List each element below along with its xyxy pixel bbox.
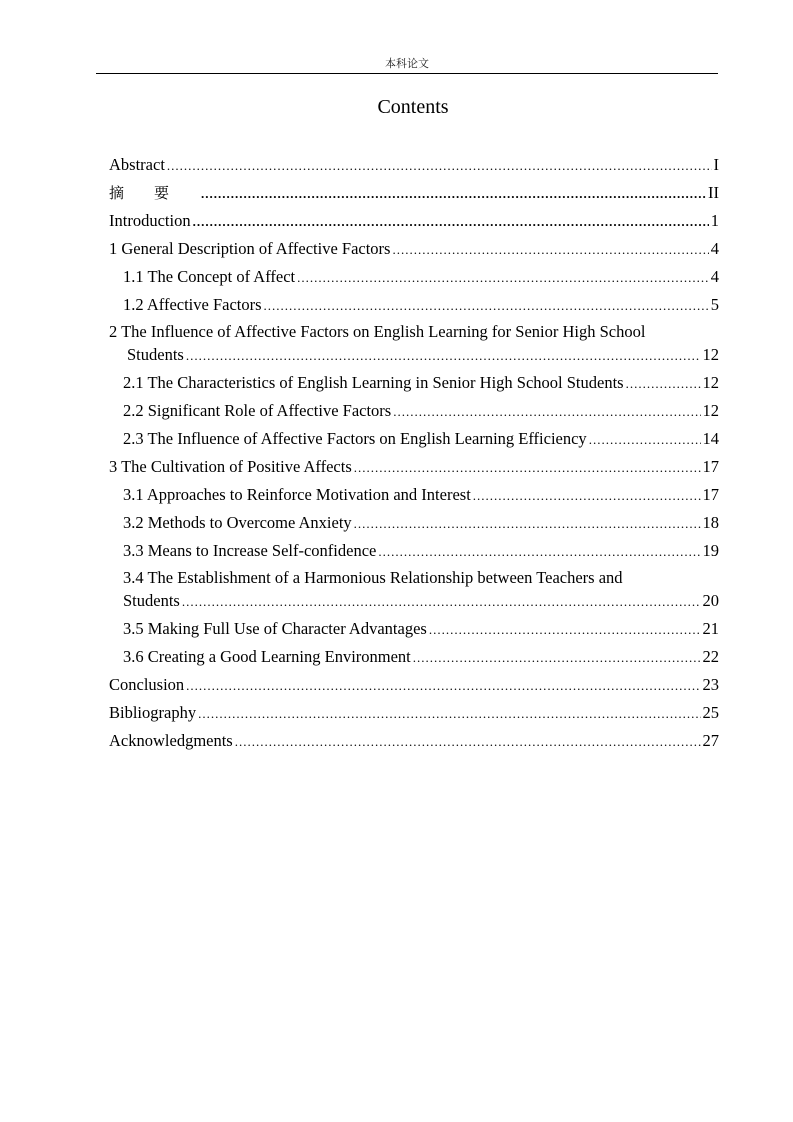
toc-page-number: 5	[710, 295, 719, 314]
toc-page-number: 18	[702, 513, 719, 532]
toc-entry-continuation	[109, 343, 719, 368]
header-divider	[96, 73, 718, 74]
toc-page-number: I	[713, 155, 719, 174]
toc-entry-label: 2.1 The Characteristics of English Learning in Senior High School Students	[123, 373, 624, 392]
toc-page-number: 23	[702, 675, 719, 694]
dot-leader	[201, 182, 706, 206]
toc-entry-label: 1.1 The Concept of Affect	[123, 267, 296, 286]
toc-entry-label: 3.6 Creating a Good Learning Environment	[123, 647, 411, 666]
toc-entry-label-continued: Students	[123, 591, 180, 610]
toc-entry-chapter-1[interactable]	[109, 237, 719, 265]
toc-entry-section-3-3[interactable]	[109, 539, 719, 567]
dot-leader	[413, 646, 701, 670]
toc-page-number: 27	[702, 731, 719, 750]
toc-page-number: 20	[702, 591, 719, 610]
toc-entry-section-2-1[interactable]	[109, 371, 719, 399]
toc-page-number: 14	[702, 429, 719, 448]
toc-entry-label-continued: Students	[127, 345, 184, 364]
dot-leader	[589, 428, 701, 452]
dot-leader	[393, 400, 700, 424]
dot-leader	[473, 484, 701, 508]
dot-leader	[378, 540, 700, 564]
toc-entry-label: 3.5 Making Full Use of Character Advantages	[123, 619, 427, 638]
toc-entry-label: Acknowledgments	[109, 731, 233, 750]
dot-leader	[297, 266, 709, 290]
toc-entry-label: 3.2 Methods to Overcome Anxiety	[123, 513, 352, 532]
toc-entry-section-3-6[interactable]	[109, 645, 719, 673]
toc-page-number: 21	[702, 619, 719, 638]
dot-leader	[193, 210, 709, 234]
toc-entry-section-1-2[interactable]	[109, 293, 719, 321]
dot-leader	[392, 238, 708, 262]
toc-entry-continuation	[123, 589, 719, 614]
toc-entry-label: 3.3 Means to Increase Self-confidence	[123, 541, 377, 560]
toc-page-number: 12	[702, 345, 719, 364]
toc-entry-section-2-3[interactable]	[109, 427, 719, 455]
toc-entry-label: Introduction	[109, 211, 191, 230]
toc-page-number: 22	[702, 647, 719, 666]
dot-leader	[429, 618, 701, 642]
toc-entry-label: 1 General Description of Affective Factors	[109, 239, 391, 258]
dot-leader	[167, 154, 712, 178]
toc-page-number: II	[708, 183, 719, 202]
toc-entry-chapter-3[interactable]	[109, 455, 719, 483]
running-header: 本科论文	[385, 57, 429, 70]
dot-leader	[354, 512, 701, 536]
toc-entry-section-1-1[interactable]	[109, 265, 719, 293]
toc-entry-section-3-1[interactable]	[109, 483, 719, 511]
toc-page-number: 19	[702, 541, 719, 560]
toc-entry-label: 3 The Cultivation of Positive Affects	[109, 457, 352, 476]
dot-leader	[626, 372, 701, 396]
toc-title: Contents	[377, 96, 449, 118]
dot-leader	[186, 674, 700, 698]
toc-page-number: 12	[702, 401, 719, 420]
toc-entry-abstract[interactable]	[109, 153, 719, 181]
toc-entry-bibliography[interactable]	[109, 701, 719, 729]
dot-leader	[235, 730, 701, 754]
toc-entry-acknowledgments[interactable]	[109, 729, 719, 757]
dot-leader	[198, 702, 700, 726]
dot-leader	[182, 590, 701, 614]
toc-entry-section-3-4[interactable]	[109, 567, 719, 617]
toc-entry-section-3-2[interactable]	[109, 511, 719, 539]
toc-entry-label: Conclusion	[109, 675, 185, 694]
toc-entry-label: 3.4 The Establishment of a Harmonious Relationship between Teachers and	[123, 568, 623, 587]
toc-page-number: 4	[710, 267, 719, 286]
toc-entry-label: 2 The Influence of Affective Factors on English Learning for Senior High School	[109, 322, 646, 341]
toc-entry-chinese-abstract[interactable]	[109, 181, 719, 209]
dot-leader	[264, 294, 709, 318]
toc-page-number: 17	[702, 457, 719, 476]
toc-entry-label: 3.1 Approaches to Reinforce Motivation and Interest	[123, 485, 471, 504]
dot-leader	[354, 456, 701, 480]
toc-entry-label: Bibliography	[109, 703, 197, 722]
toc-page-number: 1	[710, 211, 719, 230]
toc-entry-section-2-2[interactable]	[109, 399, 719, 427]
toc-page-number: 25	[702, 703, 719, 722]
toc-page-number: 4	[710, 239, 719, 258]
toc-page-number: 12	[702, 373, 719, 392]
toc-entry-chapter-2[interactable]	[109, 321, 719, 371]
toc-entry-label: 2.3 The Influence of Affective Factors on English Learning Efficiency	[123, 429, 587, 448]
toc-entry-section-3-5[interactable]	[109, 617, 719, 645]
dot-leader	[186, 344, 701, 368]
toc-entry-label: Abstract	[109, 155, 165, 174]
toc-page-number: 17	[702, 485, 719, 504]
toc-entry-label: 1.2 Affective Factors	[123, 295, 262, 314]
table-of-contents	[109, 153, 719, 757]
toc-entry-conclusion[interactable]	[109, 673, 719, 701]
toc-entry-label: 2.2 Significant Role of Affective Factors	[123, 401, 392, 420]
toc-entry-introduction[interactable]	[109, 209, 719, 237]
toc-entry-label: 摘要	[109, 184, 200, 202]
